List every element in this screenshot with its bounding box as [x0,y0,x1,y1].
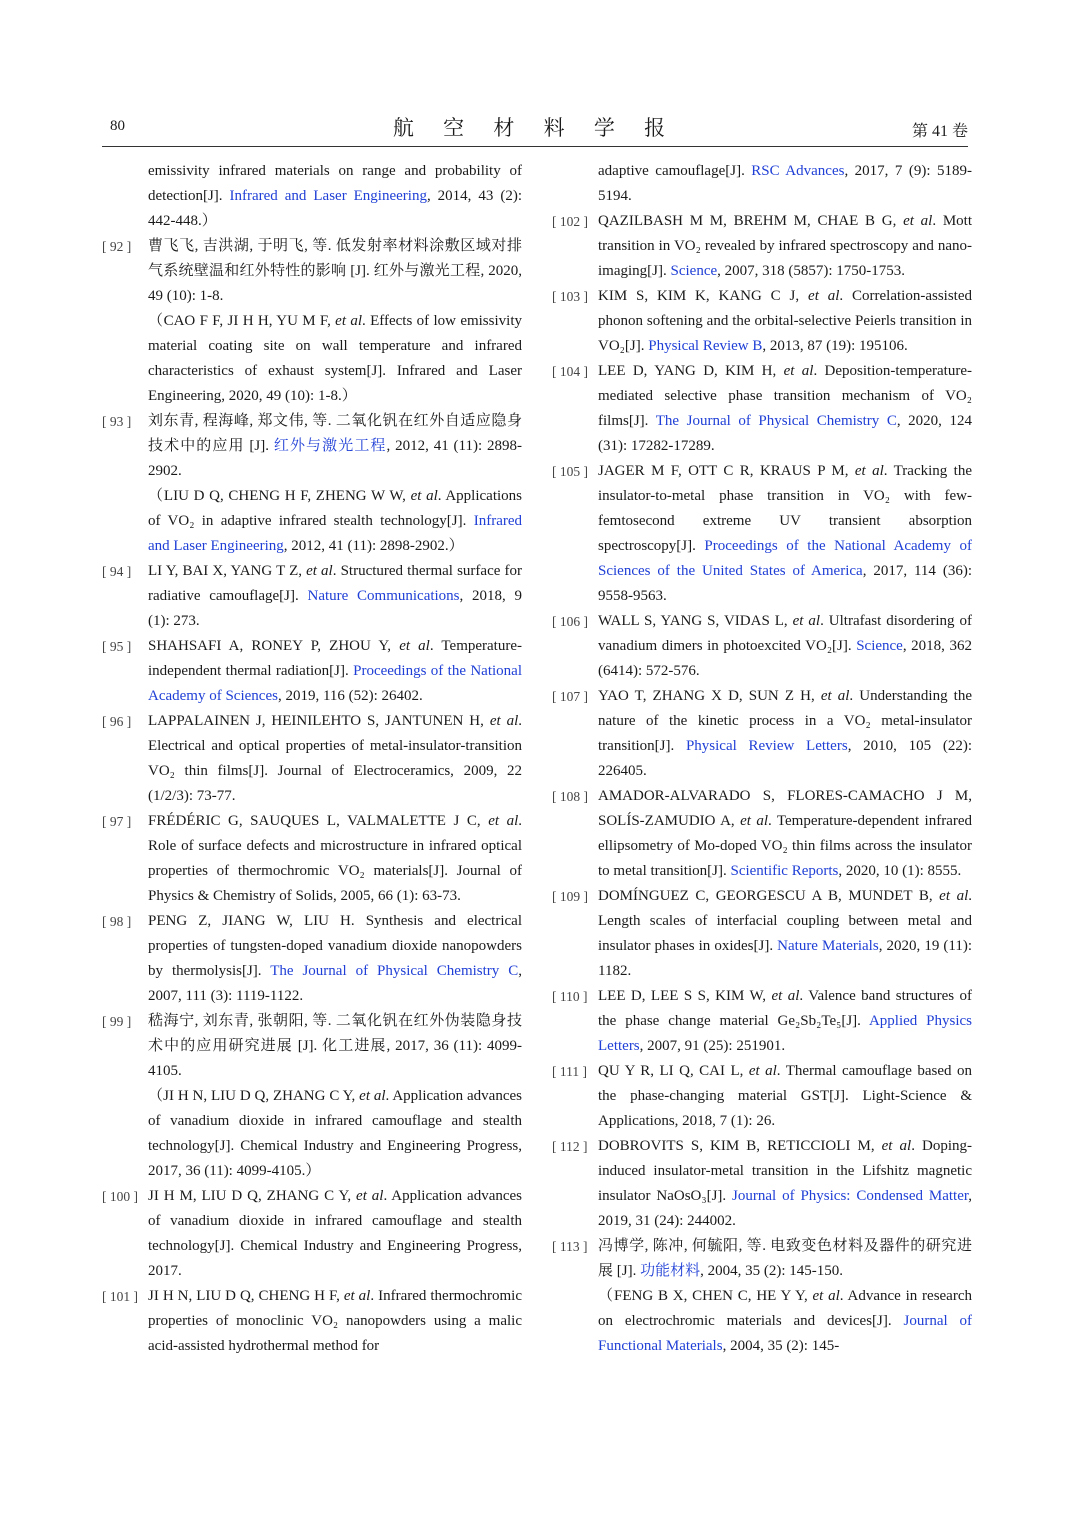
reference-number: [ 100 ] [102,1189,138,1204]
et-al-text: et al [335,313,362,329]
reference-authors: emissivity infrared materials on range and probability of detection[J]. [148,163,522,204]
reference-title: . Temperature-dependent infrared ellipsometry of Mo-doped VO₂ thin films across the insulator to metal transition[J]. [598,813,973,879]
english-translation [148,309,522,409]
et-al-text: et al [903,213,933,229]
reference-entry [102,709,522,809]
reference-entry [552,884,972,984]
reference-text [598,1134,972,1234]
reference-continuation [102,159,522,234]
et-al-text: et al [410,488,438,504]
reference-citation: , 2010, 105 (22): 226405. [598,738,972,779]
reference-authors: JAGER M F, OTT C R, KRAUS P M, [598,463,855,479]
journal-link[interactable]: Proceedings of the National Academy of Sciences [148,663,522,704]
reference-text [598,684,972,784]
right-reference-column [552,159,972,1359]
reference-title: . Application advances of vanadium dioxide in infrared camouflage and stealth technology[J]. Chemical Industry and Engineering Progress, 2017, 36 (11): 4099-4105.） [148,1088,522,1179]
reference-number: [ 94 ] [102,564,132,579]
reference-authors: AMADOR-ALVARADO S, FLORES-CAMACHO J M, SOLÍS-ZAMUDIO A, [598,788,972,829]
et-al-text: et al [771,988,800,1004]
reference-number: [ 109 ] [552,889,588,904]
reference-citation: , 2012, 41 (11): 2898-2902. [148,438,522,479]
reference-authors: JI H N, LIU D Q, CHENG H F, [148,1288,344,1304]
journal-link[interactable]: 功能材料 [640,1263,701,1279]
reference-text [148,909,522,1009]
volume-label: 第 41 卷 [911,123,968,140]
reference-citation: , 2018, 362 (6414): 572-576. [598,638,972,679]
reference-number: [ 113 ] [552,1239,588,1254]
reference-authors: QU Y R, LI Q, CAI L, [598,1063,749,1079]
et-al-text: et al [343,1288,371,1304]
reference-number: [ 104 ] [552,364,588,379]
reference-authors: YAO T, ZHANG X D, SUN Z H, [598,688,821,704]
reference-authors: DOMÍNGUEZ C, GEORGESCU A B, MUNDET B, [598,888,940,904]
page-header [102,112,968,142]
reference-title: . Ultrafast disordering of vanadium dimers in photoexcited VO₂[J]. [598,613,972,654]
et-al-text: et al [854,463,884,479]
reference-authors: 刘东青, 程海峰, 郑文伟, 等. 二氧化钒在红外自适应隐身技术中的应用 [J]. [148,413,522,454]
reference-text [598,209,972,284]
et-al-text: et al [881,1138,912,1154]
reference-citation: , 2020, 19 (11): 1182. [598,938,972,979]
reference-entry [552,784,972,884]
et-al-text: et al [812,1288,840,1304]
reference-entry [552,609,972,684]
reference-entry [102,909,522,1009]
journal-link[interactable]: Physical Review B [648,338,763,354]
journal-link[interactable]: Journal of Physics: Condensed Matter [732,1188,969,1204]
english-translation [148,1084,522,1184]
reference-title: . Application advances of vanadium dioxide in infrared camouflage and stealth technology[J]. Chemical Industry and Engineering Progress, 2017. [148,1188,523,1279]
reference-citation: , 2017, 114 (36): 9558-9563. [598,563,972,604]
reference-title: . Mott transition in VO₂ revealed by infrared spectroscopy and nano-imaging[J]. [598,213,972,279]
reference-authors: （CAO F F, JI H H, YU M F, [148,313,336,329]
reference-entry [552,459,972,609]
et-al-text: et al [489,713,519,729]
reference-title: . Temperature-independent thermal radiation[J]. [148,638,522,679]
reference-entry [102,1009,522,1184]
reference-citation: , 2014, 43 (2): 442-448.） [148,188,522,229]
reference-authors: DOBROVITS S, KIM B, RETICCIOLI M, [598,1138,882,1154]
reference-text [598,359,972,459]
reference-authors: WALL S, YANG S, VIDAS L, [598,613,793,629]
et-al-text: et al [359,1088,386,1104]
reference-title: . Valence band structures of the phase change material Ge₂Sb₂Te₅[J]. [598,988,973,1029]
journal-link[interactable]: RSC Advances [751,163,845,179]
reference-title: . Effects of low emissivity material coating site on wall temperature and infrared characteristics of exhaust system[J]. Infrared and Laser Engineering, 2020, 49 (10): 1-8.） [148,313,522,404]
left-reference-column [102,159,522,1359]
reference-text [598,884,972,984]
reference-number: [ 106 ] [552,614,588,629]
et-al-text: et al [399,638,430,654]
reference-entry [552,684,972,784]
journal-link[interactable]: Physical Review Letters [685,738,848,754]
reference-number: [ 95 ] [102,639,132,654]
reference-number: [ 97 ] [102,814,132,829]
reference-title: . Length scales of interfacial coupling between metal and insulator phases in oxides[J]. [598,888,972,954]
reference-title: . Role of surface defects and microstructure in infrared optical properties of thermochromic VO₂ materials[J]. Journal of Physics & Chemistry of Solids, 2005, 66 (1): 63-73. [148,813,522,904]
reference-citation: , 2020, 10 (1): 8555. [838,863,962,879]
reference-text [148,1009,522,1184]
et-al-text: et al [488,813,519,829]
reference-number: [ 98 ] [102,914,132,929]
journal-link[interactable]: Nature Materials [777,938,879,954]
reference-title: . Applications of VO₂ in adaptive infrared stealth technology[J]. [148,488,523,529]
reference-citation: , 2012, 41 (11): 2898-2902.） [283,538,464,554]
reference-citation: , 2017, 7 (9): 5189-5194. [598,163,972,204]
reference-citation: , 2007, 318 (5857): 1750-1753. [717,263,906,279]
reference-entry [552,209,972,284]
reference-citation: , 2019, 116 (52): 26402. [277,688,423,704]
reference-number: [ 93 ] [102,414,132,429]
reference-citation: , 2013, 87 (19): 195106. [762,338,908,354]
reference-entry [102,234,522,409]
reference-number: [ 103 ] [552,289,588,304]
reference-entry [552,284,972,359]
reference-citation: , 2004, 35 (2): 145-150. [700,1263,843,1279]
reference-authors: （FENG B X, CHEN C, HE Y Y, [598,1288,813,1304]
reference-entry [552,1134,972,1234]
reference-title: . Infrared thermochromic properties of monoclinic VO₂ nanopowders using a malic acid-assisted hydrothermal method for [148,1288,522,1354]
et-al-text: et al [808,288,840,304]
reference-number: [ 96 ] [102,714,132,729]
reference-citation: , 2019, 31 (24): 244002. [598,1188,972,1229]
reference-title: . Doping-induced insulator-metal transition in the Lifshitz magnetic insulator NaOsO₃[J]. [598,1138,972,1204]
et-al-text: et al [939,888,969,904]
reference-citation: , 2007, 111 (3): 1119-1122. [148,963,522,1004]
journal-link[interactable]: Journal of Functional Materials [598,1313,973,1354]
reference-citation: , 2004, 35 (2): 145- [722,1338,840,1354]
reference-number: [ 101 ] [102,1289,138,1304]
reference-text [148,1284,522,1359]
journal-link[interactable]: The Journal of Physical Chemistry C [270,963,519,979]
reference-text [598,284,972,359]
et-al-text: et al [356,1188,384,1204]
reference-authors: LI Y, BAI X, YANG T Z, [148,563,307,579]
reference-authors: QAZILBASH M M, BREHM M, CHAE B G, [598,213,904,229]
reference-text [148,234,522,409]
page-number: 80 [110,118,125,134]
et-al-text: et al [783,363,814,379]
reference-authors: LAPPALAINEN J, HEINILEHTO S, JANTUNEN H, [148,713,490,729]
reference-text [148,559,522,634]
reference-authors: 曹飞飞, 吉洪湖, 于明飞, 等. 低发射率材料涂敷区域对排气系统壁温和红外特性的影响 [J]. 红外与激光工程, 2020, 49 (10): 1-8. [148,238,522,304]
reference-entry [552,1059,972,1134]
reference-authors: （LIU D Q, CHENG H F, ZHENG W W, [148,488,411,504]
reference-entry [552,359,972,459]
reference-authors: （JI H N, LIU D Q, ZHANG C Y, [148,1088,360,1104]
reference-title: . Tracking the insulator-to-metal phase transition in VO₂ with few-femtosecond extreme UV transient absorption spectroscopy[J]. [598,463,973,554]
journal-link[interactable]: Proceedings of the National Academy of Sciences of the United States of America [598,538,972,579]
et-al-text: et al [820,688,850,704]
reference-authors: SHAHSAFI A, RONEY P, ZHOU Y, [148,638,400,654]
reference-entry [102,1184,522,1284]
journal-link[interactable]: Infrared and Laser Engineering [229,188,427,204]
reference-number: [ 99 ] [102,1014,132,1029]
reference-title: . Electrical and optical properties of metal-insulator-transition VO₂ thin films[J]. Journal of Electroceramics, 2009, 22 (1/2/3): 73-77. [148,713,522,804]
journal-link[interactable]: The Journal of Physical Chemistry C [655,413,897,429]
reference-text [598,784,972,884]
reference-citation: , 2018, 9 (1): 273. [148,588,522,629]
reference-entry [552,984,972,1059]
et-al-text: et al [740,813,769,829]
reference-text [598,459,972,609]
reference-entry [102,1284,522,1359]
reference-number: [ 107 ] [552,689,588,704]
reference-authors: PENG Z, JIANG W, LIU H. Synthesis and electrical properties of tungsten-doped vanadium dioxide nanopowders by thermolysis[J]. [148,913,522,979]
reference-text [148,634,522,709]
journal-link[interactable]: Science [856,638,903,654]
reference-authors: FRÉDÉRIC G, SAUQUES L, VALMALETTE J C, [148,813,489,829]
reference-text [148,809,522,909]
reference-title: . Structured thermal surface for radiative camouflage[J]. [148,563,522,604]
reference-authors: 冯博学, 陈冲, 何毓阳, 等. 电致变色材料及器件的研究进展 [J]. [598,1238,972,1279]
reference-entry [102,409,522,559]
reference-entry [102,634,522,709]
header-rule [102,146,968,147]
reference-entry [102,559,522,634]
reference-title: . Correlation-assisted phonon softening and the orbital-selective Peierls transition in VO₂[J]. [598,288,972,354]
reference-number: [ 111 ] [552,1064,587,1079]
reference-title: . Deposition-temperature-mediated selective phase transition mechanism of VO₂ films[J]. [598,363,972,429]
reference-authors: JI H M, LIU D Q, ZHANG C Y, [148,1188,357,1204]
reference-number: [ 105 ] [552,464,588,479]
reference-citation: , 2007, 91 (25): 251901. [639,1038,786,1054]
english-translation [148,484,522,559]
journal-link[interactable]: Nature Communications [307,588,460,604]
et-al-text: et al [748,1063,777,1079]
reference-entry [102,809,522,909]
reference-number: [ 92 ] [102,239,132,254]
reference-number: [ 112 ] [552,1139,588,1154]
reference-number: [ 102 ] [552,214,588,229]
reference-text [598,1234,972,1359]
journal-title: 航 空 材 料 学 报 [392,116,678,140]
reference-continuation [552,159,972,209]
reference-authors: LEE D, YANG D, KIM H, [598,363,784,379]
reference-authors: adaptive camouflage[J]. [598,163,752,179]
reference-title: . Advance in research on electrochromic materials and devices[J]. [598,1288,972,1329]
reference-title: . Thermal camouflage based on the phase-changing material GST[J]. Light-Science & Applications, 2018, 7 (1): 26. [598,1063,973,1129]
journal-link[interactable]: Scientific Reports [730,863,839,879]
reference-number: [ 110 ] [552,989,588,1004]
reference-text [148,1184,522,1284]
reference-text [598,609,972,684]
reference-text [598,1059,972,1134]
reference-entry [552,1234,972,1359]
journal-link[interactable]: 红外与激光工程 [273,438,387,454]
journal-link[interactable]: Science [670,263,718,279]
reference-number: [ 108 ] [552,789,588,804]
reference-title: . Understanding the nature of the kinetic process in a VO₂ metal-insulator transition[J]. [598,688,972,754]
english-translation [598,1284,972,1359]
reference-text [148,709,522,809]
reference-authors: 嵇海宁, 刘东青, 张朝阳, 等. 二氧化钒在红外伪装隐身技术中的应用研究进展 [J]. 化工进展, 2017, 36 (11): 4099-4105. [148,1013,522,1079]
reference-citation: , 2020, 124 (31): 17282-17289. [598,413,972,454]
journal-link[interactable]: Applied Physics Letters [598,1013,973,1054]
reference-authors: KIM S, KIM K, KANG C J, [598,288,809,304]
journal-link[interactable]: Infrared and Laser Engineering [148,513,522,554]
reference-text [598,984,972,1059]
et-al-text: et al [792,613,821,629]
et-al-text: et al [306,563,333,579]
reference-authors: LEE D, LEE S S, KIM W, [598,988,772,1004]
reference-text [148,409,522,559]
